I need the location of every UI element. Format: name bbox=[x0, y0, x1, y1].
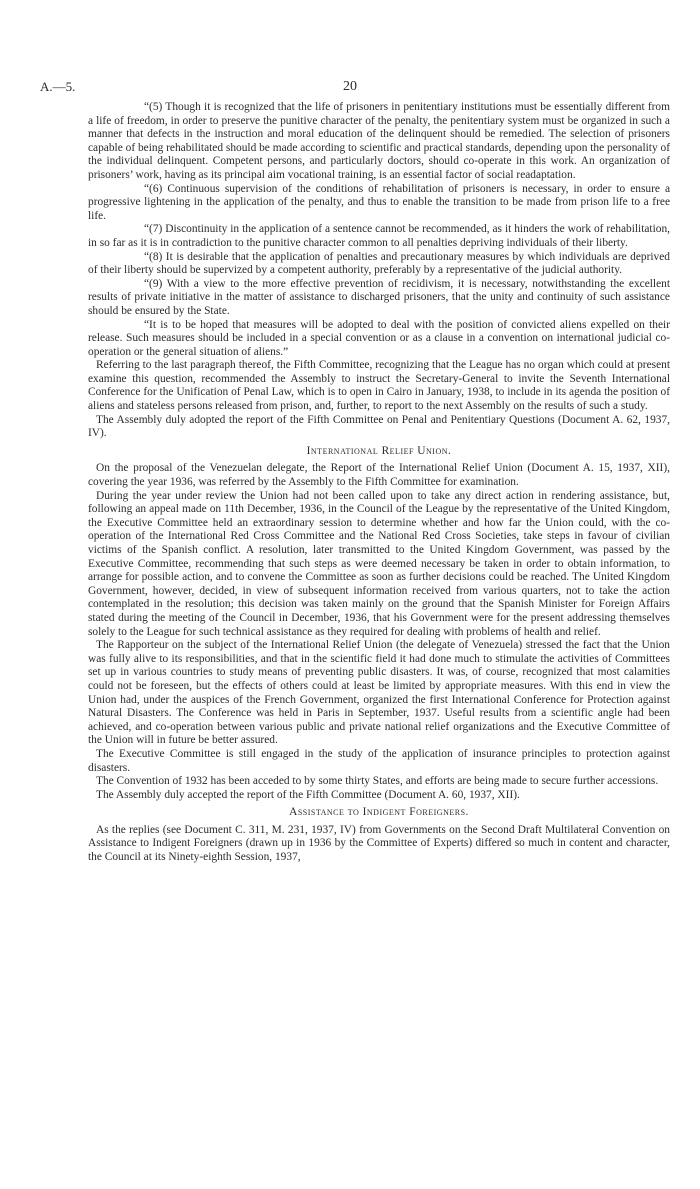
paragraph-replies: As the replies (see Document C. 311, M. 231, 1937, IV) from Governments on the Second Draft Multilateral Convention on Assistance to Indigent Foreigners (drawn up in 1936 by the Committee of Experts) differed so much in content and character, the Council at its Ninety-eighth Session, 1937, bbox=[88, 823, 670, 864]
page-number: 20 bbox=[343, 79, 357, 94]
section-heading-relief-union: International Relief Union. bbox=[306, 444, 452, 457]
quoted-paragraph-7: “(7) Discontinuity in the application of a sentence cannot be recommended, as it hinders the work of rehabilitation, in so far as it is in contradiction to the punitive character common to all penalties depriving individuals of their liberty. bbox=[88, 223, 670, 249]
paragraph-assembly-accepted: The Assembly duly accepted the report of the Fifth Committee (Document A. 60, 1937, XII). bbox=[96, 788, 520, 801]
paragraph-venezuelan-proposal: On the proposal of the Venezuelan delegate, the Report of the International Relief Union (Document A. 15, 1937, XII), covering the year 1936, was referred by the Assembly to the Fifth Committee for examination. bbox=[88, 462, 670, 489]
quoted-paragraph-aliens: “It is to be hoped that measures will be adopted to deal with the position of convicted aliens expelled on their release. Such measures should be included in a special convention or as a clause in a convention on international judicial co-operation or the general situation of aliens.” bbox=[88, 318, 670, 358]
quoted-paragraph-6: “(6) Continuous supervision of the conditions of rehabilitation of prisoners is necessary, in order to ensure a progressive lightening in the application of the penalty, and thus to enable the transition to be made from prison life to a free life. bbox=[88, 182, 670, 222]
quoted-paragraph-5: “(5) Though it is recognized that the life of prisoners in penitentiary institutions must be essentially different from a life of freedom, in order to preserve the punitive character of the penalty, the penitentiary system must be organized in such a manner that defects in the instruction and moral education of the delinquent should be remedied. The selection of prisoners capable of being rehabilitated should be made according to scientific and practical standards, depending upon the personality of the individual delinquent. Competent persons, and particularly doctors, should co-operate in this work. An organization of prisoners’ work, having as its principal aim vocational training, is an essential factor of social readaptation. bbox=[88, 101, 670, 181]
document-reference: A.—5. bbox=[40, 79, 76, 94]
document-body bbox=[88, 101, 670, 865]
paragraph-referring: Referring to the last paragraph thereof, the Fifth Committee, recognizing that the League has no organ which could at present examine this question, recommended the Assembly to instruct the Secretary-General to invite the Seventh International Conference for the Unification of Penal Law, which is to open in Cairo in January, 1938, to include in its agenda the position of aliens and stateless persons released from prison, and, further, to report to the next Assembly on the results of such a study. bbox=[88, 359, 670, 413]
paragraph-insurance: The Executive Committee is still engaged in the study of the application of insurance principles to protection against disasters. bbox=[88, 747, 670, 774]
quoted-paragraph-8: “(8) It is desirable that the application of penalties and precautionary measures by which individuals are deprived of their liberty should be supervized by a competent authority, preferably by a representative of the judicial authority. bbox=[88, 250, 670, 277]
paragraph-rapporteur: The Rapporteur on the subject of the International Relief Union (the delegate of Venezuela) stressed the fact that the Union was fully alive to its responsibilities, and that in the scientific field it had done much to stimulate the activities of Committees set up in various countries to study means of preventing public disasters. It was, of course, recognized that most calamities could not be foreseen, but the effects of others could at least be limited by appropriate measures. With this end in view the Union had, under the auspices of the French Government, organized the first International Conference for Protection against Natural Disasters. The Conference was held in Paris in September, 1937. Useful results from a scientific angle had been achieved, and co-operation between various public and private national relief organizations and the Executive Committee of the Union will in future be better assured. bbox=[88, 639, 670, 747]
section-heading-indigent-foreigners: Assistance to Indigent Foreigners. bbox=[289, 806, 469, 819]
quoted-paragraph-9: “(9) With a view to the more effective prevention of recidivism, it is necessary, notwithstanding the excellent results of private initiative in the matter of assistance to discharged prisoners, that the unity and continuity of such assistance should be ensured by the State. bbox=[88, 277, 670, 317]
paragraph-year-under-review: During the year under review the Union had not been called upon to take any direct action in rendering assistance, but, following an appeal made on 11th December, 1936, in the Council of the League by the representative of the United Kingdom, the Executive Committee held an extraordinary session to determine whether and how far the Union could, with the co-operation of the International Red Cross Committee and the National Red Cross Societies, take steps in favour of civilian victims of the Spanish conflict. A resolution, later transmitted to the United Kingdom Government, was passed by the Executive Committee, recommending that such steps as were deemed necessary be taken in order to obtain information, to arrange for possible action, and to convene the Committee as soon as further decisions could be reached. The United Kingdom Government, however, decided, in view of subsequent information received from various quarters, not to take the action contemplated in the resolution; this decision was taken mainly on the ground that the Spanish Minister for Foreign Affairs stated during the meeting of the Council in December, 1936, that his Government were for the present addressing themselves solely to the League for such technical assistance as they required for dealing with problems of health and relief. bbox=[88, 489, 670, 638]
paragraph-assembly-adopted: The Assembly duly adopted the report of the Fifth Committee on Penal and Penitentiary Questions (Document A. 62, 1937, IV). bbox=[88, 413, 670, 440]
paragraph-convention-1932: The Convention of 1932 has been acceded to by some thirty States, and efforts are being made to secure further accessions. bbox=[96, 775, 659, 788]
